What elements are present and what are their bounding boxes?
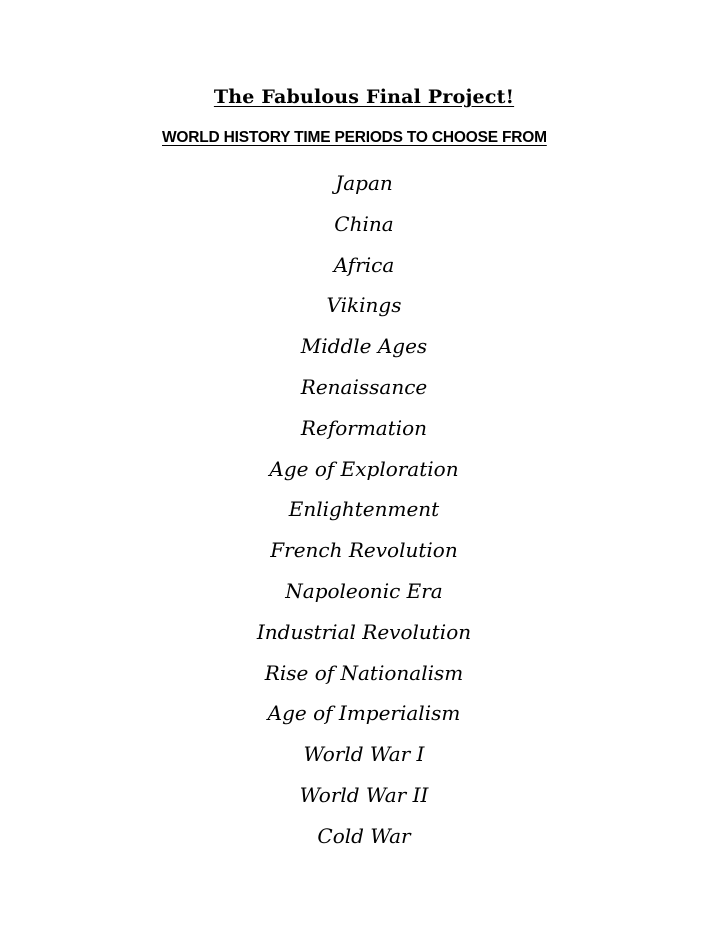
section-heading: WORLD HISTORY TIME PERIODS TO CHOOSE FROM xyxy=(162,129,547,146)
list-item: World War I xyxy=(303,742,425,767)
list-item: Rise of Nationalism xyxy=(264,660,464,685)
list-item: Industrial Revolution xyxy=(256,619,472,644)
list-item: Middle Ages xyxy=(300,334,428,359)
page-title xyxy=(0,86,728,108)
list-item: French Revolution xyxy=(270,538,458,563)
list-item: Napoleonic Era xyxy=(285,578,443,603)
list-item: Age of Imperialism xyxy=(267,701,461,726)
list-item: Africa xyxy=(333,252,395,277)
list-item: Cold War xyxy=(317,823,411,848)
list-item: Enlightenment xyxy=(288,497,440,522)
list-item: Reformation xyxy=(300,415,428,440)
list-item: World War II xyxy=(299,782,429,807)
time-period-list xyxy=(0,163,728,857)
list-item: Age of Exploration xyxy=(269,456,459,481)
list-item: Vikings xyxy=(326,293,402,318)
list-item: China xyxy=(334,211,394,236)
list-item: Japan xyxy=(335,171,393,195)
page-title-text: The Fabulous Final Project! xyxy=(213,86,515,108)
list-item: Renaissance xyxy=(300,374,428,399)
